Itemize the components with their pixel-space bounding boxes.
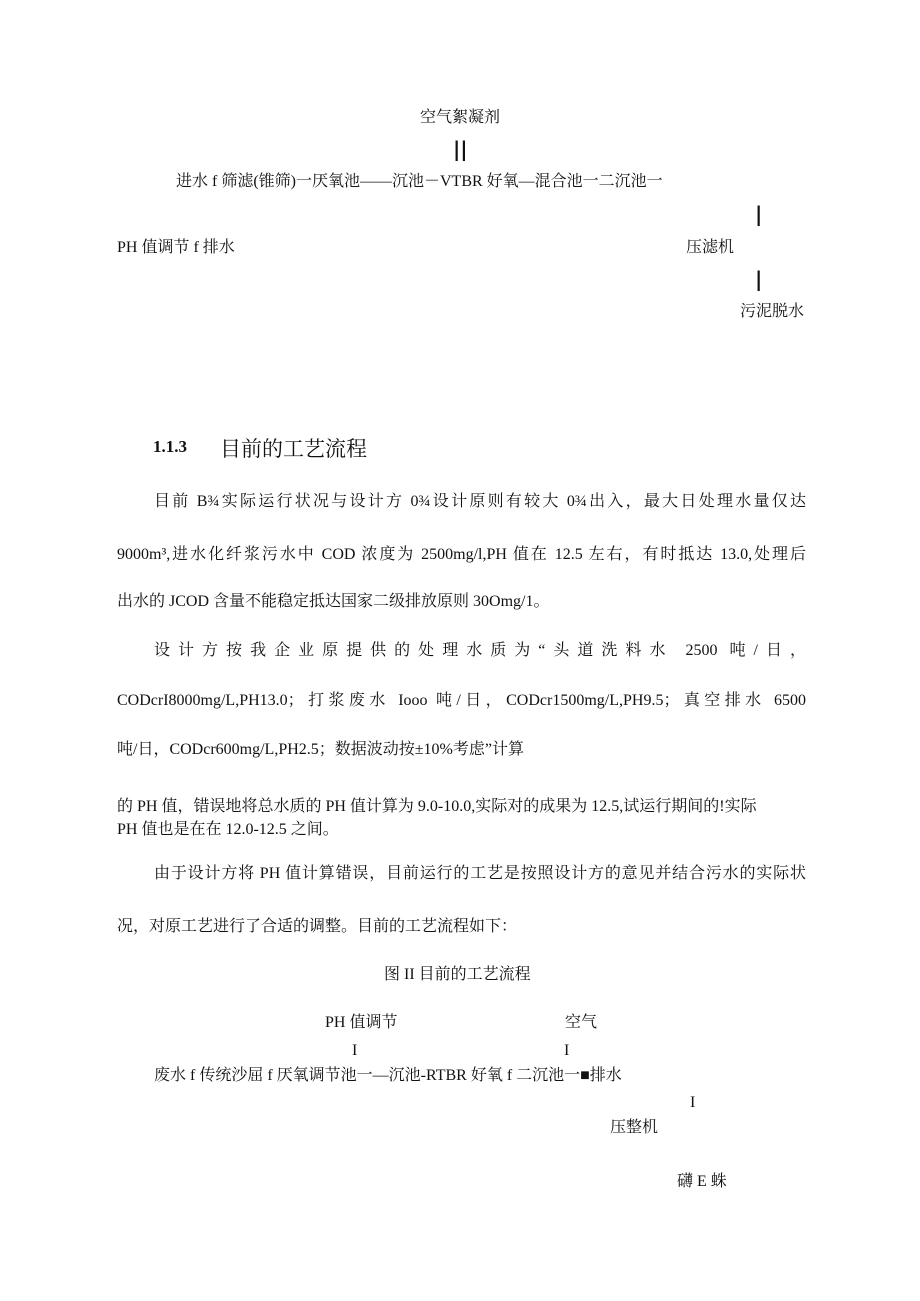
paragraph-4-line-2: 况，对原工艺进行了合适的调整。目前的工艺流程如下： (117, 918, 518, 935)
figure-press: 压整机 (610, 1119, 659, 1136)
flow1-main-line: 进水 f 筛滤(锥筛)一厌氧池——沉池－VTBR 好氧—混合池一二沉池一 (176, 173, 663, 190)
paragraph-2-line-2: CODcrI8000mg/L,PH13.0；打浆废水 Iooo 吨/日，CODcr1500mg/L,PH9.5；真空排水 6500 (117, 692, 806, 709)
section-title: 目前的工艺流程 (220, 437, 367, 461)
flow1-ph-line: PH 值调节 f 排水 (117, 239, 235, 256)
figure-air: 空气 (565, 1014, 598, 1031)
paragraph-4-line-1: 由于设计方将 PH 值计算错误，目前运行的工艺是按照设计方的意见并结合污水的实际状 (154, 865, 806, 882)
section-number: 1.1.3 (153, 437, 187, 456)
flow1-connector-right1: | (755, 202, 763, 226)
figure-caption: 图 II 目前的工艺流程 (384, 966, 531, 983)
figure-final: 礴 E 蛛 (677, 1173, 727, 1190)
flow1-air-flocculant: 空气絮凝剂 (420, 109, 501, 126)
paragraph-1-line-1: 目前 B¾实际运行状况与设计方 0¾设计原则有较大 0¾出入，最大日处理水量仅达 (154, 493, 806, 510)
paragraph-2-line-3: 吨/日，CODcr600mg/L,PH2.5；数据波动按±10%考虑”计算 (117, 741, 524, 758)
figure-tick-mid: I (564, 1042, 570, 1059)
flow1-connector-right2: | (755, 267, 763, 291)
paragraph-1-line-2: 9000m³,进水化纤浆污水中 COD 浓度为 2500mg/l,PH 值在 12.5 左右，有时抵达 13.0,处理后 (117, 546, 806, 563)
flow1-connector-top: || (453, 137, 468, 161)
figure-ph-adjust: PH 值调节 (325, 1014, 398, 1031)
figure-tick-left: I (352, 1042, 358, 1059)
figure-main-line: 废水 f 传统沙屈 f 厌氧调节池一—沉池-RTBR 好氧 f 二沉池一■排水 (154, 1067, 622, 1084)
paragraph-2-line-1: 设计方按我企业原提供的处理水质为“头道洗料水 2500 吨/日， (154, 642, 806, 659)
paragraph-3-line-1: 的 PH 值，错误地将总水质的 PH 值计算为 9.0-10.0,实际对的成果为 12.5,试运行期间的!实际 (117, 798, 757, 815)
figure-tick-right: I (690, 1094, 696, 1111)
flow1-sludge: 污泥脱水 (740, 303, 805, 320)
paragraph-1-line-3: 出水的 JCOD 含量不能稳定抵达国家二级排放原则 30Omg/1。 (117, 593, 550, 610)
paragraph-3-line-2: PH 值也是在在 12.0-12.5 之间。 (117, 821, 339, 838)
flow1-filter-press: 压滤机 (686, 239, 735, 256)
